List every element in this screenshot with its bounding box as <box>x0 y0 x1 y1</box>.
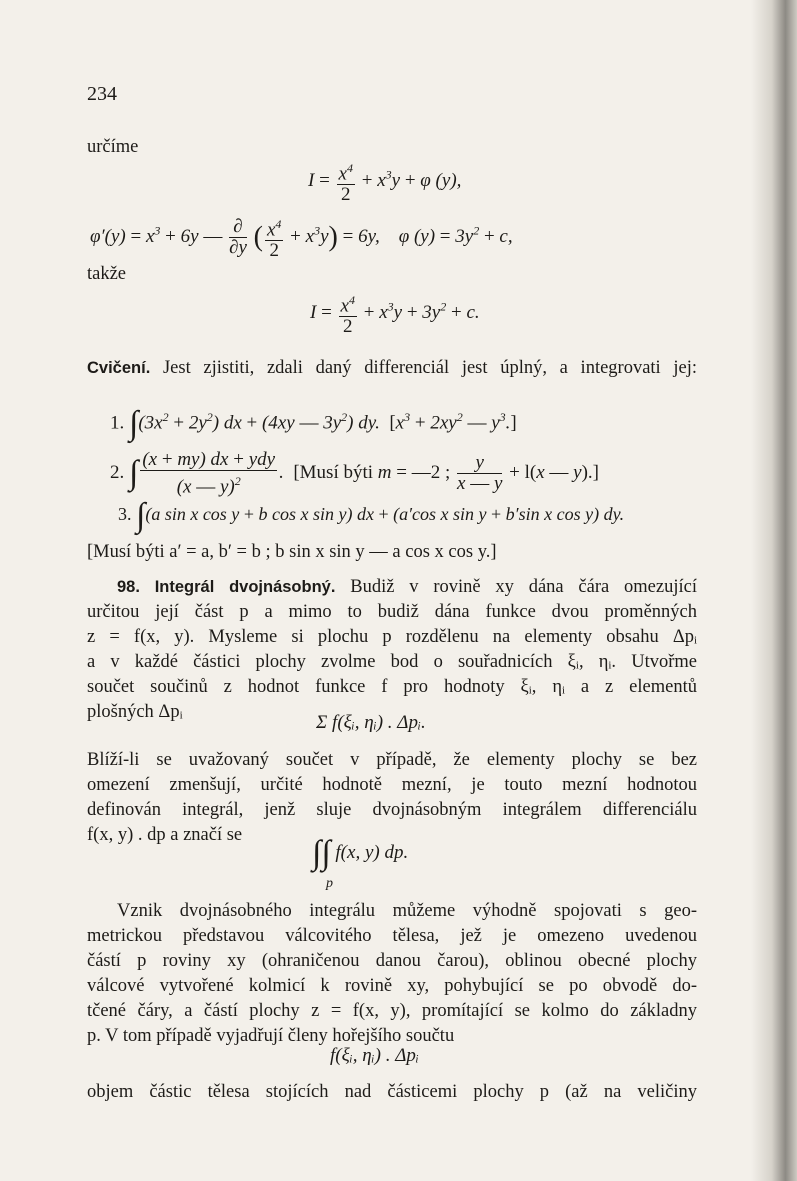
sum-formula: Σ f(ξᵢ, ηᵢ) . Δpᵢ. <box>316 712 426 733</box>
paragraph-2-line-4: f(x, y) . dp a značí se <box>87 825 243 845</box>
paragraph-3-line-1: Vznik dvojnásobného integrálu můžeme výhodně spojovati s geo- <box>117 901 697 921</box>
equation-phi-prime: $\varphi'(y) = x^3 + 6y$ — $\frac{\partial}{\partial y}$ ( $\frac{x^4}{2}$ + $x^3y) = 6y$, φ $(y) = 3y^2 + c$, <box>90 214 513 261</box>
section-heading: 98. Integrál dvojnásobný. <box>117 578 336 596</box>
paragraph-1-line-6: plošných Δpᵢ <box>87 702 183 722</box>
double-integral-subscript: p <box>326 876 333 891</box>
paragraph-1-line-4: a v každé částici plochy zvolme bod o souřadnicích ξᵢ, ηᵢ. Utvořme <box>87 652 697 672</box>
exercise-text: Jest zjistiti, zdali daný differenciál jest úplný, a integrovati jej: <box>162 358 698 378</box>
exercise-heading <box>87 356 697 380</box>
exercise-2-number: 2. <box>110 462 125 484</box>
paragraph-3-line-4: válcové vytvořené kolmicí k rovině xy, pohybující se po obvodě do- <box>87 976 697 996</box>
exercise-3-number: 3. <box>118 504 132 524</box>
paragraph-2-line-1: Blíží-li se uvažovaný součet v případě, že elementy plochy se bez <box>87 750 697 770</box>
exercise-3-answer: [Musí býti a′ = a, b′ = b ; b sin x sin y — a cos x cos y.] <box>87 542 497 562</box>
paragraph-1-line-1: 98. Integrál dvojnásobný. Budiž v rovině xy dána čára omezující <box>117 577 697 597</box>
text-urcime: určíme <box>87 137 139 157</box>
paragraph-1-line-3: z = f(x, y). Mysleme si plochu p rozdělenu na elementy obsahu Δpᵢ <box>87 627 697 647</box>
paragraph-2-line-2: omezení zmenšují, určité hodnotě mezní, je touto mezní hodnotou <box>87 775 697 795</box>
paragraph-3-line-5: tčené čáry, a částí plochy z = f(x, y), promítající se kolmo do základny <box>87 1001 697 1021</box>
paragraph-2-line-3: definován integrál, jenž sluje dvojnásobným integrálem differenciálu <box>87 800 697 820</box>
double-integral: ∫∫ f(x, y) dp. <box>312 834 409 872</box>
exercise-2: 2. ∫ $\frac{\text{(x + my) dx + ydy}}{(x — y)^2}$ . [Musí býti m = —2 ; $\frac{y}{x — y}$ + l(x — y).] <box>110 449 599 498</box>
double-integral-body: f(x, y) dp. <box>335 842 409 863</box>
text-takze: takže <box>87 264 127 284</box>
exercise-label: Cvičení. <box>87 359 151 377</box>
paragraph-1-line-2: určitou její část p a mimo to budiž dána funkce dvou proměnných <box>87 602 697 622</box>
paragraph-1-line-5: součet součinů z hodnot funkce f pro hodnoty ξᵢ, ηᵢ a z elementů <box>87 677 697 697</box>
exercise-3: 3. ∫(a sin x cos y + b cos x sin y) dx + (a′cos x sin y + b′sin x cos y) dy. <box>118 496 625 534</box>
element-formula: f(ξᵢ, ηᵢ) . Δpᵢ <box>330 1045 419 1066</box>
equation-i: I = $\frac{x^4}{2}$ + $x^3y + \varphi$ (y), <box>308 158 461 205</box>
paragraph-3-line-3: částí p roviny xy (ohraničenou danou čarou), oblinou obecné plochy <box>87 951 697 971</box>
paragraph-3-line-6: p. V tom případě vyjadřují členy hořejšího součtu <box>87 1026 455 1046</box>
page-number: 234 <box>87 83 117 105</box>
paragraph-3-line-2: metrickou představou válcovitého tělesa, jež je omezeno uvedenou <box>87 926 697 946</box>
exercise-1-number: 1. <box>110 412 125 434</box>
paragraph-4-line-1: objem částic tělesa stojících nad částicemi plochy p (až na veličiny <box>87 1082 697 1102</box>
equation-i-final: I = $\frac{x^4}{2}$ + $x^3y + 3y^2 + c$. <box>310 290 480 337</box>
page-edge-shadow <box>751 0 797 1181</box>
exercise-1: 1. $\int(3x^2 + 2y^2)$ dx + (4xy — $3y^2$) dy. [$x^3 + 2xy^2$ — $y^3$.] <box>110 404 517 442</box>
